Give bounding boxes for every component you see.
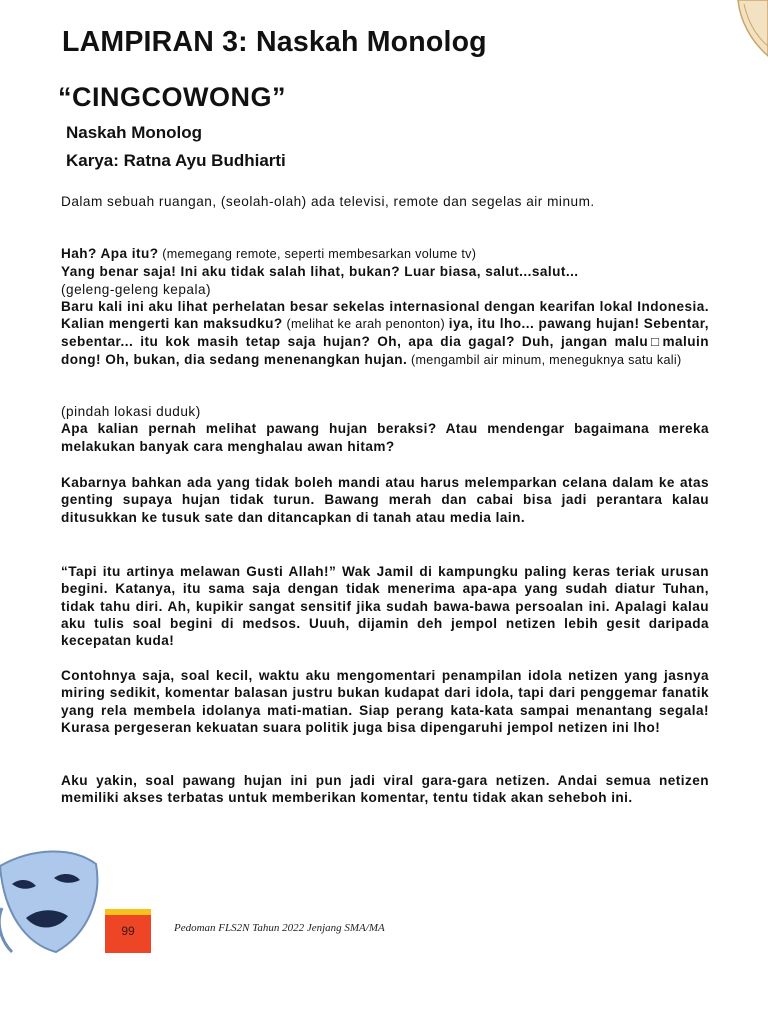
- speech-text: iya, itu lho... pawang hujan! Sebentar, sebentar... itu kok masih tetap saja hujan? Oh, apa dia gagal? Duh, jangan malu□maluin dong! Oh, bukan, dia sedang menenangkan hujan.: [61, 316, 710, 367]
- paragraph-7: Aku yakin, soal pawang hujan ini pun jadi viral gara-gara netizen. Andai semua netizen memiliki akses terbatas untuk memberikan komentar, tentu tidak akan seheboh ini.: [61, 773, 709, 806]
- paragraph-6: Contohnya saja, soal kecil, waktu aku mengomentari penampilan idola netizen yang jasnya miring sedikit, komentar balasan justru bukan kudapat dari idola, tapi dari penggemar fanatik yang rela membela idolanya mati-matian. Siap perang kata-kata sampai menantang segala! Kurasa pergeseran kekuatan suara politik juga bisa dipengaruhi jempol netizen ini lho!: [61, 668, 709, 735]
- theater-mask-icon: [0, 848, 112, 958]
- author: Karya: Ratna Ayu Budhiarti: [66, 151, 286, 170]
- quill-icon: [728, 0, 768, 60]
- paragraph-2: [61, 245, 709, 369]
- stage-direction: (mengambil air minum, meneguknya satu kali): [411, 352, 682, 367]
- speech-text: Yang benar saja! Ini aku tidak salah lihat, bukan? Luar biasa, salut...salut...: [61, 264, 579, 280]
- page-heading: LAMPIRAN 3: Naskah Monolog: [62, 26, 487, 58]
- paragraph-5: “Tapi itu artinya melawan Gusti Allah!” Wak Jamil di kampungku paling keras teriak urusan begini. Katanya, itu sama saja dengan tidak menerima apa-apa yang sudah diatur Tuhan, tidak tahu diri. Ah, kupikir sangat sensitif jika sudah bawa-bawa persoalan ini. Apalagi kalau aku tulis soal begini di medsos. Uuuh, dijamin deh jempol netizen lebih gesit daripada kecepatan kuda!: [61, 564, 709, 649]
- speech-text: Apa kalian pernah melihat pawang hujan beraksi? Atau mendengar bagaimana mereka melakukan banyak cara menghalau awan hitam?: [61, 421, 709, 454]
- speech-text: Baru kali ini aku lihat perhelatan besar sekelas internasional dengan kearifan lokal Indonesia. Kalian mengerti kan maksudku?: [61, 298, 709, 332]
- monolog-title: “CINGCOWONG”: [58, 82, 286, 112]
- stage-direction: (melihat ke arah penonton): [286, 317, 445, 332]
- paragraph-3: [61, 403, 709, 455]
- footer-text: Pedoman FLS2N Tahun 2022 Jenjang SMA/MA: [174, 922, 385, 934]
- paragraph-setting: Dalam sebuah ruangan, (seolah-olah) ada televisi, remote dan segelas air minum.: [61, 194, 595, 209]
- stage-direction: (geleng-geleng kepala): [61, 281, 212, 297]
- page-number-accent: [105, 909, 151, 915]
- page-number: 99: [121, 924, 135, 938]
- stage-direction: (pindah lokasi duduk): [61, 404, 201, 419]
- paragraph-4: Kabarnya bahkan ada yang tidak boleh mandi atau harus melemparkan celana dalam ke atas genting supaya hujan tidak turun. Bawang merah dan cabai bisa jadi perantara kalau ditusukkan ke tusuk sate dan ditancapkan di tanah atau media lain.: [61, 475, 709, 525]
- subtitle: Naskah Monolog: [66, 123, 203, 142]
- speech-text: Hah? Apa itu?: [61, 246, 159, 261]
- stage-direction: (memegang remote, seperti membesarkan volume tv): [162, 247, 477, 261]
